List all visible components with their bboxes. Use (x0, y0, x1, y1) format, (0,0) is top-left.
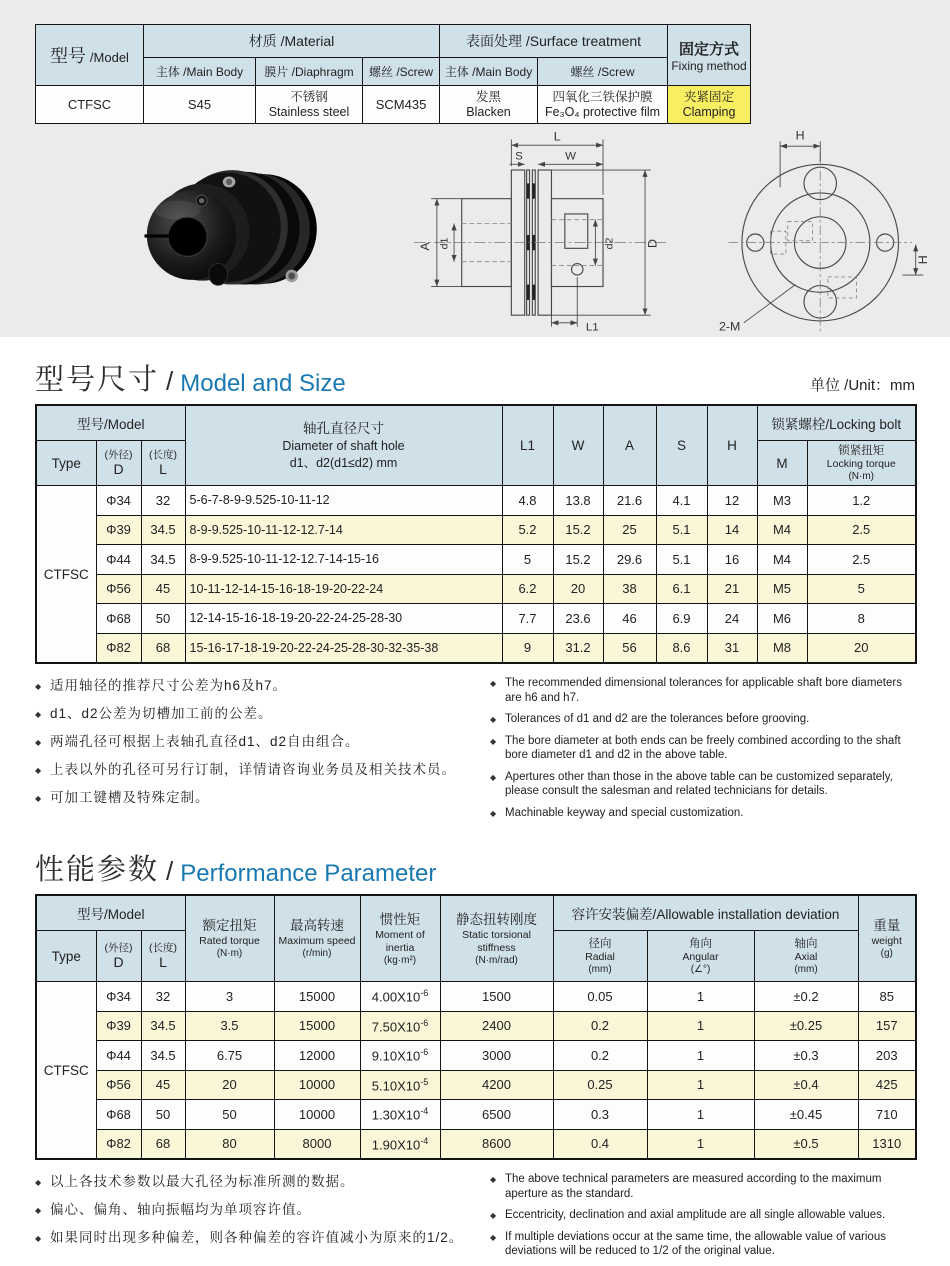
fixing-value (668, 86, 751, 124)
cell: 8-9-9.525-10-11-12-12.7-14 (185, 515, 502, 545)
cell: 1 (647, 1011, 754, 1041)
dim-label-L: L (553, 129, 561, 144)
cell: 45 (141, 1070, 185, 1100)
cell: 7.7 (502, 604, 553, 634)
cell: Φ34 (96, 486, 141, 516)
note-item: ◆ The recommended dimensional tolerances for applicable shaft bore diameters are h6 and h7. (490, 676, 915, 705)
cell: 24 (707, 604, 757, 634)
fixing-header (668, 25, 751, 86)
cell: 56 (603, 633, 656, 663)
radial-header (553, 931, 647, 982)
inertia-header-unit: (kg·m²) (383, 954, 417, 966)
locking-bolt-group-header: 锁紧螺栓/Locking bolt (757, 405, 916, 441)
perf-title-zh: 性能参数 (35, 854, 160, 886)
weight-header-en: weight (871, 935, 902, 947)
perf-title-en: Performance Parameter (180, 860, 437, 887)
inertia-header (360, 895, 440, 982)
table-row (36, 633, 916, 663)
cell: 8-9-9.525-10-11-12-12.7-14-15-16 (185, 545, 502, 575)
angular-header-unit: (∠°) (690, 963, 711, 975)
note-item: ◆ Apertures other than those in the above table can be customized separately, please consult the salesman and related technicians for details. (490, 770, 915, 799)
surface-main-body-header: 主体 /Main Body (440, 58, 538, 86)
cell: 5 (502, 545, 553, 575)
screw-header: 螺丝 /Screw (363, 58, 440, 86)
note-item: ◆ 可加工键槽及特殊定制。 (35, 788, 490, 808)
surface-header: 表面处理 /Surface treatment (440, 25, 668, 58)
model-value: CTFSC (36, 86, 144, 124)
cell: 12-14-15-16-18-19-20-22-24-25-28-30 (185, 604, 502, 634)
d-header (96, 441, 141, 486)
note-item: ◆ 偏心、偏角、轴向振幅均为单项容许值。 (35, 1200, 490, 1220)
size-title-en: Model and Size (180, 370, 346, 397)
cell: 34.5 (141, 1041, 185, 1071)
cell: 50 (141, 604, 185, 634)
cell: 1 (647, 1100, 754, 1130)
note-item: ◆ Eccentricity, declination and axial amplitude are all single allowable values. (490, 1208, 915, 1223)
angular-header-en: Angular (682, 950, 719, 963)
locking-torque-header-unit: (N·m) (848, 470, 875, 482)
axial-header-unit: (mm) (794, 963, 818, 975)
cell: 1 (647, 982, 754, 1012)
main-body-value: S45 (144, 86, 256, 124)
table-row (36, 1011, 916, 1041)
weight-header (858, 895, 916, 982)
table-row (36, 515, 916, 545)
max-speed-header-en: Maximum speed (278, 935, 356, 947)
cell: 50 (185, 1100, 274, 1130)
cell: 6.75 (185, 1041, 274, 1071)
cell: 1500 (440, 982, 553, 1012)
perf-l-header-paren: (长度) (149, 942, 177, 954)
cell: $1.90X10^{-4}$ (360, 1129, 440, 1159)
cell: $4.00X10^{-6}$ (360, 982, 440, 1012)
perf-model-group-header: 型号/Model (36, 895, 185, 931)
model-header (36, 25, 144, 86)
max-speed-header-zh: 最高转速 (290, 918, 344, 933)
cell: 46 (603, 604, 656, 634)
type-header: Type (36, 441, 96, 486)
cell: 0.3 (553, 1100, 647, 1130)
cell: 3000 (440, 1041, 553, 1071)
cell: 21.6 (603, 486, 656, 516)
note-item: ◆ 适用轴径的推荐尺寸公差为h6及h7。 (35, 676, 490, 696)
cell: Φ68 (96, 604, 141, 634)
axial-header-en: Axial (794, 950, 818, 963)
cell: $5.10X10^{-5}$ (360, 1070, 440, 1100)
perf-l-header-letter: L (159, 954, 167, 970)
type-cell: CTFSC (36, 486, 96, 664)
cell: 4200 (440, 1070, 553, 1100)
cell: 25 (603, 515, 656, 545)
cell: 20 (553, 574, 603, 604)
cell: ±0.3 (754, 1041, 858, 1071)
cell: 157 (858, 1011, 916, 1041)
diaphragm-value (256, 86, 363, 124)
size-section-title (35, 357, 915, 398)
perf-notes-en (490, 1172, 915, 1266)
radial-header-unit: (mm) (588, 963, 612, 975)
cell: 15-16-17-18-19-20-22-24-25-28-30-32-35-38 (185, 633, 502, 663)
top-band (0, 0, 950, 337)
table-row (36, 604, 916, 634)
dim-label-A: A (418, 242, 433, 251)
cell: $9.10X10^{-6}$ (360, 1041, 440, 1071)
surface-screw-value-zh: 四氧化三铁保护膜 (552, 89, 653, 104)
angular-header (647, 931, 754, 982)
cell: 12 (707, 486, 757, 516)
side-view-svg (400, 128, 680, 340)
cell: 23.6 (553, 604, 603, 634)
cell: M4 (757, 515, 807, 545)
max-speed-header-unit: (r/min) (302, 948, 332, 959)
cell: 0.25 (553, 1070, 647, 1100)
radial-header-en: Radial (585, 950, 615, 963)
cell: 29.6 (603, 545, 656, 575)
note-item: ◆ If multiple deviations occur at the same time, the allowable value of various deviations will be reduced to 1/2 of the original value. (490, 1230, 915, 1259)
rated-torque-header-zh: 额定扭矩 (202, 918, 257, 933)
shaft-hole-header-en: Diameter of shaft hole (282, 438, 405, 453)
cell: 10000 (274, 1070, 360, 1100)
cell: ±0.45 (754, 1100, 858, 1130)
screw-value: SCM435 (363, 86, 440, 124)
cell: 1310 (858, 1129, 916, 1159)
perf-notes-zh (35, 1172, 490, 1266)
cell: 80 (185, 1129, 274, 1159)
cell: 6.1 (656, 574, 707, 604)
note-item: ◆ 两端孔径可根据上表轴孔直径d1、d2自由组合。 (35, 732, 490, 752)
cell: Φ44 (96, 1041, 141, 1071)
col-header-h: H (707, 405, 757, 486)
cell: M4 (757, 545, 807, 575)
note-item: ◆ d1、d2公差为切槽加工前的公差。 (35, 704, 490, 724)
dim-label-L1: L1 (585, 321, 599, 334)
table-row (36, 1070, 916, 1100)
cell: 5.1 (656, 515, 707, 545)
locking-torque-header-zh: 锁紧扭矩 (838, 444, 885, 457)
cell: 6.9 (656, 604, 707, 634)
type-cell: CTFSC (36, 982, 96, 1160)
cell: ±0.25 (754, 1011, 858, 1041)
cell: 15.2 (553, 545, 603, 575)
cell: 8.6 (656, 633, 707, 663)
cell: Φ39 (96, 515, 141, 545)
cell: 3 (185, 982, 274, 1012)
images-row (35, 128, 931, 345)
note-item: ◆ Tolerances of d1 and d2 are the tolerances before grooving. (490, 712, 915, 727)
cell: 710 (858, 1100, 916, 1130)
cell: Φ56 (96, 574, 141, 604)
cell: 5.1 (656, 545, 707, 575)
cell: 34.5 (141, 515, 185, 545)
cell: 50 (141, 1100, 185, 1130)
size-title-zh: 型号尺寸 (35, 364, 160, 396)
l-header-letter: L (159, 461, 167, 477)
dim-label-H-right: H (916, 255, 931, 265)
angular-header-zh: 角向 (689, 937, 712, 950)
locking-torque-header-en: Locking torque (826, 457, 896, 470)
cell: ±0.5 (754, 1129, 858, 1159)
diaphragm-value-zh: 不锈钢 (290, 89, 328, 104)
cell: Φ82 (96, 633, 141, 663)
rated-torque-header-unit: (N·m) (216, 948, 243, 959)
note-item: ◆ 如果同时出现多种偏差，则各种偏差的容许值减小为原来的1/2。 (35, 1228, 490, 1248)
shaft-hole-header (185, 405, 502, 486)
cell: M8 (757, 633, 807, 663)
cell: 15.2 (553, 515, 603, 545)
weight-header-unit: (g) (880, 948, 893, 959)
note-item: ◆ 上表以外的孔径可另行订制，详情请咨询业务员及相关技术员。 (35, 760, 490, 780)
cell: ±0.2 (754, 982, 858, 1012)
product-photo (110, 128, 345, 338)
cell: 203 (858, 1041, 916, 1071)
cell: 31 (707, 633, 757, 663)
cell: 5.2 (502, 515, 553, 545)
table-row (36, 1129, 916, 1159)
deviation-group-header: 容许安装偏差/Allowable installation deviation (553, 895, 858, 931)
cell: 3.5 (185, 1011, 274, 1041)
cell: 6.2 (502, 574, 553, 604)
fixing-value-en: Clamping (682, 104, 736, 119)
table-row (36, 486, 916, 516)
content-area (0, 357, 950, 1266)
diaphragm-header: 膜片 /Diaphragm (256, 58, 363, 86)
cell: Φ56 (96, 1070, 141, 1100)
perf-notes (35, 1172, 915, 1266)
locking-torque-header (807, 441, 916, 486)
cell: 20 (185, 1070, 274, 1100)
coupling-photo-illustration (110, 128, 345, 333)
fixing-header-zh: 固定方式 (679, 40, 740, 58)
dim-label-d2: d2 (603, 237, 616, 250)
size-model-group-header: 型号/Model (36, 405, 185, 441)
perf-d-header (96, 931, 141, 982)
cell: 68 (141, 1129, 185, 1159)
max-speed-header (274, 895, 360, 982)
stiffness-header-en: Static torsional stiffness (462, 928, 531, 954)
rated-torque-header (185, 895, 274, 982)
cell: 68 (141, 633, 185, 663)
cell: 4.1 (656, 486, 707, 516)
col-header-w: W (553, 405, 603, 486)
cell: 8 (807, 604, 916, 634)
cell: 2.5 (807, 515, 916, 545)
cell: 12000 (274, 1041, 360, 1071)
cell: 32 (141, 982, 185, 1012)
front-view-drawing (710, 128, 940, 345)
perf-title-separator: / (166, 856, 174, 886)
cell: 13.8 (553, 486, 603, 516)
dim-label-H-top: H (795, 128, 805, 143)
note-item: ◆ The above technical parameters are measured according to the maximum aperture as the standard. (490, 1172, 915, 1201)
weight-header-zh: 重量 (873, 918, 901, 933)
cell: 14 (707, 515, 757, 545)
axial-header-zh: 轴向 (794, 937, 818, 950)
cell: 5 (807, 574, 916, 604)
d-header-letter: D (113, 461, 124, 477)
cell: 1 (647, 1041, 754, 1071)
perf-d-header-letter: D (113, 954, 124, 970)
cell: 15000 (274, 982, 360, 1012)
cell: 10-11-12-14-15-16-18-19-20-22-24 (185, 574, 502, 604)
cell: 21 (707, 574, 757, 604)
cell: $1.30X10^{-4}$ (360, 1100, 440, 1130)
dim-label-W: W (565, 150, 576, 163)
col-header-s: S (656, 405, 707, 486)
cell: 0.2 (553, 1011, 647, 1041)
dim-label-D: D (645, 239, 660, 249)
model-header-zh: 型号 (50, 46, 87, 66)
cell: 9 (502, 633, 553, 663)
cell: Φ82 (96, 1129, 141, 1159)
cell: 15000 (274, 1011, 360, 1041)
material-header: 材质 /Material (144, 25, 440, 58)
table-row (36, 982, 916, 1012)
surface-screw-value (538, 86, 668, 124)
fixing-value-zh: 夹紧固定 (684, 89, 735, 104)
cell: 10000 (274, 1100, 360, 1130)
cell: 31.2 (553, 633, 603, 663)
cell: 1 (647, 1129, 754, 1159)
inertia-header-en: Moment of inertia (375, 928, 425, 954)
cell: Φ39 (96, 1011, 141, 1041)
col-header-l1: L1 (502, 405, 553, 486)
performance-table (35, 894, 917, 1160)
inertia-header-zh: 惯性矩 (379, 911, 421, 927)
size-title-separator: / (166, 366, 174, 396)
diaphragm-value-en: Stainless steel (268, 104, 350, 119)
size-notes-en (490, 676, 915, 827)
perf-section-title (35, 847, 915, 888)
cell: 32 (141, 486, 185, 516)
stiffness-header-unit: (N·m/rad) (475, 954, 518, 966)
note-item: ◆ Machinable keyway and special customization. (490, 806, 915, 821)
cell: 0.4 (553, 1129, 647, 1159)
cell: 2.5 (807, 545, 916, 575)
fixing-header-en: Fixing method (671, 58, 747, 73)
table-row (36, 545, 916, 575)
surface-screw-value-en: Fe₃O₄ protective film (544, 104, 661, 119)
surface-main-value-zh: 发黑 (476, 89, 502, 104)
cell: 5-6-7-8-9-9.525-10-11-12 (185, 486, 502, 516)
dim-label-S: S (515, 150, 523, 163)
cell: M6 (757, 604, 807, 634)
size-table (35, 404, 917, 664)
cell: 1 (647, 1070, 754, 1100)
cell: M5 (757, 574, 807, 604)
table-row (36, 1041, 916, 1071)
stiffness-header (440, 895, 553, 982)
surface-main-value-en: Blacken (466, 104, 511, 119)
cell: Φ68 (96, 1100, 141, 1130)
cell: 1.2 (807, 486, 916, 516)
m-header: M (757, 441, 807, 486)
table-row (36, 1100, 916, 1130)
main-body-header: 主体 /Main Body (144, 58, 256, 86)
note-item: ◆ 以上各技术参数以最大孔径为标准所测的数据。 (35, 1172, 490, 1192)
perf-d-header-paren: (外径) (104, 942, 133, 954)
shaft-hole-header-zh: 轴孔直径尺寸 (303, 420, 384, 436)
perf-type-header: Type (36, 931, 96, 982)
cell: Φ34 (96, 982, 141, 1012)
cell: 38 (603, 574, 656, 604)
side-view-drawing (400, 128, 680, 345)
cell: 8600 (440, 1129, 553, 1159)
col-header-a: A (603, 405, 656, 486)
d-header-paren: (外径) (104, 449, 133, 461)
cell: 6500 (440, 1100, 553, 1130)
shaft-hole-header-range: d1、d2(d1≤d2) mm (289, 455, 398, 470)
cell: Φ44 (96, 545, 141, 575)
rated-torque-header-en: Rated torque (199, 935, 260, 947)
surface-main-value (440, 86, 538, 124)
cell: 425 (858, 1070, 916, 1100)
table-row (36, 574, 916, 604)
cell: M3 (757, 486, 807, 516)
cell: 85 (858, 982, 916, 1012)
cell: ±0.4 (754, 1070, 858, 1100)
cell: 34.5 (141, 1011, 185, 1041)
l-header-paren: (长度) (149, 449, 177, 461)
cell: 4.8 (502, 486, 553, 516)
note-item: ◆ The bore diameter at both ends can be freely combined according to the shaft bore diameter d1 and d2 in the above table. (490, 734, 915, 763)
cell: 45 (141, 574, 185, 604)
stiffness-header-zh: 静态扭转刚度 (456, 911, 537, 927)
front-view-svg (710, 128, 940, 340)
unit-label: 单位 /Unit：mm (809, 377, 915, 394)
cell: 16 (707, 545, 757, 575)
surface-screw-header: 螺丝 /Screw (538, 58, 668, 86)
cell: 0.05 (553, 982, 647, 1012)
cell: 2400 (440, 1011, 553, 1041)
l-header (141, 441, 185, 486)
axial-header (754, 931, 858, 982)
perf-l-header (141, 931, 185, 982)
bolt-label-2M: 2-M (719, 319, 741, 334)
material-surface-table (35, 24, 751, 124)
cell: 34.5 (141, 545, 185, 575)
cell: 20 (807, 633, 916, 663)
size-notes (35, 676, 915, 827)
cell: 0.2 (553, 1041, 647, 1071)
radial-header-zh: 径向 (588, 937, 612, 950)
model-header-en: /Model (89, 50, 129, 65)
size-notes-zh (35, 676, 490, 827)
cell: 8000 (274, 1129, 360, 1159)
cell: $7.50X10^{-6}$ (360, 1011, 440, 1041)
dim-label-d1: d1 (438, 237, 451, 250)
